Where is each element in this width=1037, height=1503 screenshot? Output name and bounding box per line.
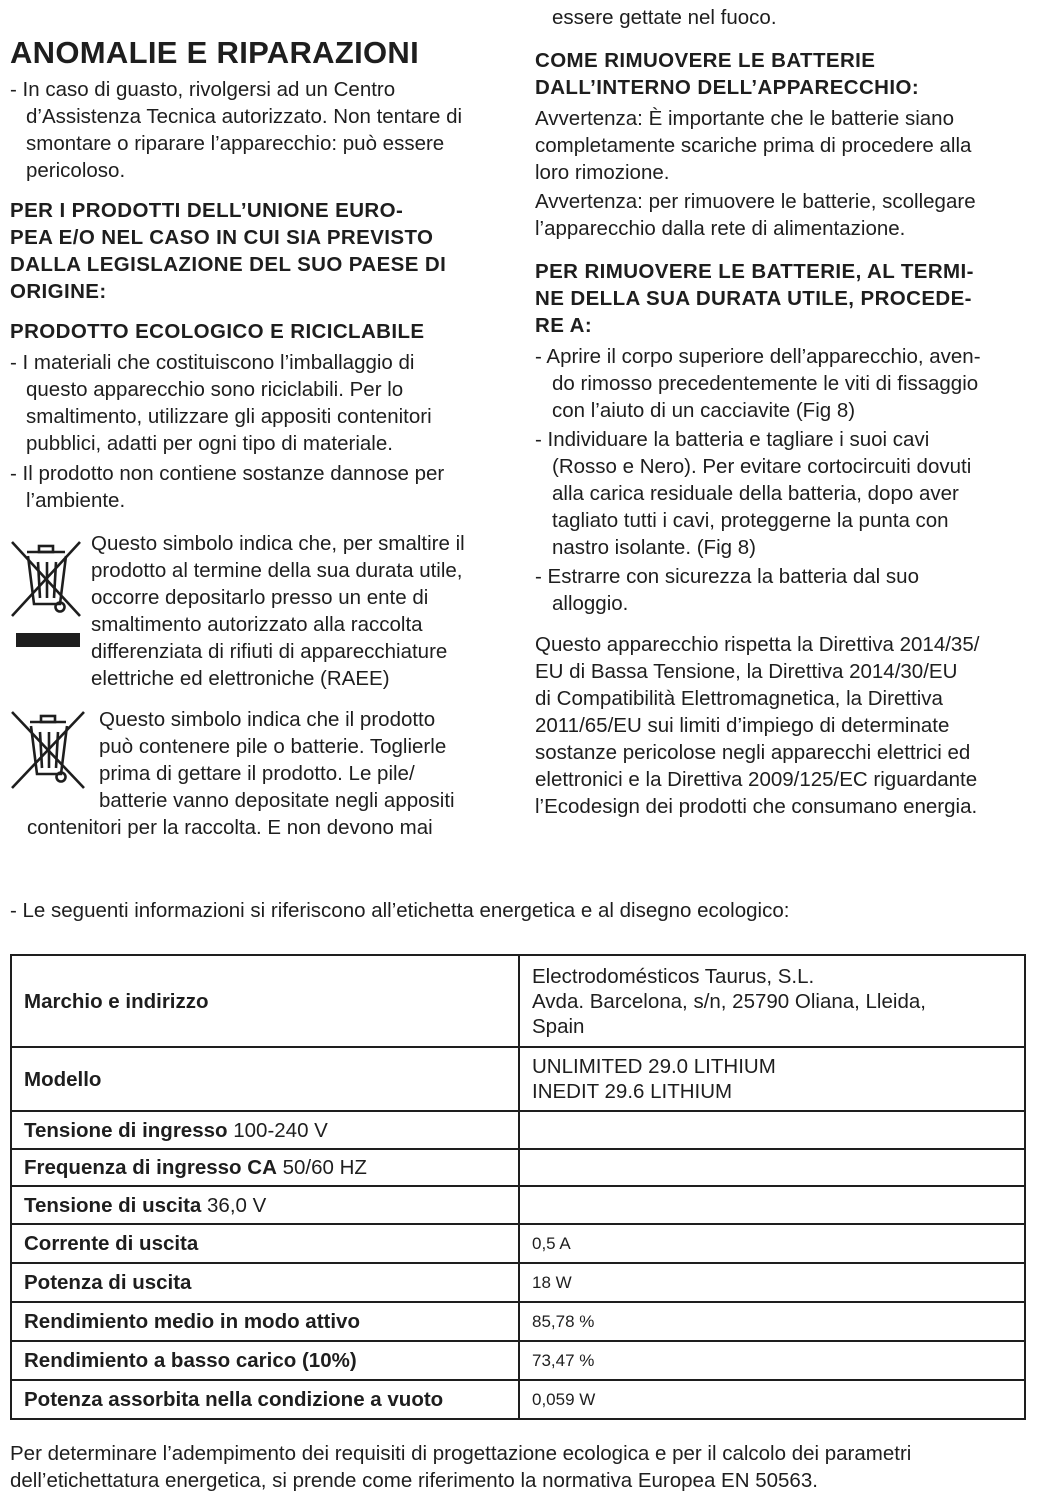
- text-line: Questo simbolo indica che, per smaltire il: [91, 532, 465, 555]
- step-extract-battery: [535, 563, 1030, 617]
- table-cell-value: 18 W: [519, 1263, 1025, 1302]
- text-line: - Aprire il corpo superiore dell’apparecchio, aven-: [535, 345, 981, 368]
- label-text: Tensione di uscita: [24, 1193, 202, 1217]
- value-text: 50/60 HZ: [282, 1156, 367, 1179]
- text-line: Questo simbolo indica che il prodotto: [99, 708, 436, 731]
- text-line: smaltimento, utilizzare gli appositi contenitori: [26, 405, 432, 428]
- text-line: sostanze pericolose negli apparecchi elettrici ed: [535, 741, 971, 764]
- label-text: Tensione di ingresso: [24, 1118, 228, 1142]
- text-line: di Compatibilità Elettromagnetica, la Direttiva: [535, 687, 943, 710]
- text-line: do rimosso precedentemente le viti di fissaggio: [552, 372, 979, 395]
- table-cell-value: [519, 955, 1025, 1047]
- text-line: Electrodomésticos Taurus, S.L.: [532, 964, 815, 988]
- text-line: - Estrarre con sicurezza la batteria dal suo: [535, 565, 919, 588]
- text-line: RE A:: [535, 314, 593, 337]
- text-line: NE DELLA SUA DURATA UTILE, PROCEDE-: [535, 287, 972, 310]
- table-cell-value: [519, 1047, 1025, 1111]
- text-line: DALLA LEGISLAZIONE DEL SUO PAESE DI: [10, 253, 447, 276]
- text-line: Avda. Barcelona, s/n, 25790 Oliana, Lleida,: [532, 989, 926, 1013]
- table-row: [11, 1111, 1025, 1149]
- text-line: questo apparecchio sono riciclabili. Per lo: [26, 378, 404, 401]
- table-cell-value: 0,059 W: [519, 1380, 1025, 1419]
- step-cut-cables: [535, 426, 1030, 561]
- text-line: - In caso di guasto, rivolgersi ad un Centro: [10, 78, 396, 101]
- text-line: INEDIT 29.6 LITHIUM: [532, 1080, 733, 1103]
- text-line: Avvertenza: per rimuovere le batterie, scollegare: [535, 190, 976, 213]
- table-cell-value: 85,78 %: [519, 1302, 1025, 1341]
- eco-heading: PRODOTTO ECOLOGICO E RICICLABILE: [10, 320, 425, 343]
- text-line: dell’etichettatura energetica, si prende come riferimento la normativa Europea EN 50563.: [10, 1469, 818, 1492]
- text-line: - Individuare la batteria e tagliare i suoi cavi: [535, 428, 930, 451]
- table-row: [11, 955, 1025, 1047]
- remove-batteries-heading: [535, 47, 1030, 101]
- text-line: l’Ecodesign dei prodotti che consumano energia.: [535, 795, 978, 818]
- table-cell-label: [11, 1186, 519, 1224]
- repair-paragraph: [10, 76, 510, 184]
- table-row: [11, 1380, 1025, 1419]
- table-cell-label: Rendimiento a basso carico (10%): [11, 1341, 519, 1380]
- warning-discharged: [535, 105, 1030, 186]
- table-row: [11, 1302, 1025, 1341]
- directive-paragraph: [535, 631, 1030, 820]
- table-row: [11, 1186, 1025, 1224]
- text-line: prodotto al termine della sua durata utile,: [91, 559, 463, 582]
- text-line: elettronici e la Direttiva 2009/125/EC riguardante: [535, 768, 978, 791]
- step-open-housing: [535, 343, 1030, 424]
- text-line: PEA E/O NEL CASO IN CUI SIA PREVISTO: [10, 226, 434, 249]
- text-line: pericoloso.: [26, 159, 126, 182]
- text-line: tagliato tutti i cavi, proteggerne la punta con: [552, 509, 949, 532]
- text-line: nastro isolante. (Fig 8): [552, 536, 756, 559]
- text-line: - I materiali che costituiscono l’imballaggio di: [10, 351, 415, 374]
- text-line: smaltimento autorizzato alla raccolta: [91, 613, 423, 636]
- text-line: batterie vanno depositate negli appositi: [99, 789, 455, 812]
- text-line: ORIGINE:: [10, 280, 107, 303]
- eu-heading: [10, 197, 510, 305]
- eco-item-packaging: [10, 349, 510, 457]
- weee-crossed-bin-icon: [10, 538, 82, 654]
- table-cell-value: 73,47 %: [519, 1341, 1025, 1380]
- text-line: può contenere pile o batterie. Toglierle: [99, 735, 447, 758]
- table-cell-label: Modello: [11, 1047, 519, 1111]
- value-text: 100-240 V: [233, 1118, 328, 1142]
- table-cell-value: [519, 1111, 1025, 1149]
- table-cell-value: 0,5 A: [519, 1224, 1025, 1263]
- text-line: Avvertenza: È importante che le batterie siano: [535, 107, 954, 130]
- battery-description-tail: contenitori per la raccolta. E non devono mai: [27, 816, 433, 839]
- table-cell-label: Potenza di uscita: [11, 1263, 519, 1302]
- text-line: loro rimozione.: [535, 161, 670, 184]
- text-line: - Il prodotto non contiene sostanze dannose per: [10, 462, 445, 485]
- text-line: occorre depositarlo presso un ente di: [91, 586, 429, 609]
- warning-unplug: [535, 188, 1030, 242]
- table-cell-value: [519, 1149, 1025, 1186]
- table-row: [11, 1149, 1025, 1186]
- text-line: prima di gettare il prodotto. Le pile/: [99, 762, 415, 785]
- text-line: differenziata di rifiuti di apparecchiature: [91, 640, 448, 663]
- label-text: Frequenza di ingresso CA: [24, 1156, 277, 1179]
- end-of-life-heading: [535, 258, 1030, 339]
- text-line: DALL’INTERNO DELL’APPARECCHIO:: [535, 76, 920, 99]
- footer-note: [10, 1440, 1030, 1494]
- value-text: 36,0 V: [207, 1193, 267, 1217]
- table-cell-label: [11, 1111, 519, 1149]
- text-line: PER I PRODOTTI DELL’UNIONE EURO-: [10, 199, 404, 222]
- text-line: Per determinare l’adempimento dei requisiti di progettazione ecologica e per il calcolo dei parametri: [10, 1442, 912, 1465]
- text-line: l’apparecchio dalla rete di alimentazione.: [535, 217, 906, 240]
- energy-label-intro: - Le seguenti informazioni si riferiscono all’etichetta energetica e al disegno ecologico:: [10, 899, 790, 922]
- battery-continuation: essere gettate nel fuoco.: [552, 6, 777, 29]
- text-line: Questo apparecchio rispetta la Direttiva 2014/35/: [535, 633, 980, 656]
- table-row: [11, 1224, 1025, 1263]
- table-cell-label: Potenza assorbita nella condizione a vuoto: [11, 1380, 519, 1419]
- table-row: [11, 1047, 1025, 1111]
- text-line: COME RIMUOVERE LE BATTERIE: [535, 49, 876, 72]
- energy-spec-table: [10, 954, 1026, 1420]
- text-line: d’Assistenza Tecnica autorizzato. Non tentare di: [26, 105, 463, 128]
- table-row: [11, 1263, 1025, 1302]
- text-line: alloggio.: [552, 592, 629, 615]
- weee-description: [91, 530, 511, 692]
- eco-item-substances: [10, 460, 510, 514]
- section-title-repairs: ANOMALIE E RIPARAZIONI: [10, 35, 420, 70]
- text-line: UNLIMITED 29.0 LITHIUM: [532, 1055, 776, 1078]
- text-line: pubblici, adatti per ogni tipo di materiale.: [26, 432, 393, 455]
- table-cell-label: Marchio e indirizzo: [11, 955, 519, 1047]
- text-line: smontare o riparare l’apparecchio: può essere: [26, 132, 445, 155]
- table-row: [11, 1341, 1025, 1380]
- text-line: (Rosso e Nero). Per evitare cortocircuiti dovuti: [552, 455, 972, 478]
- battery-description: [99, 706, 514, 814]
- table-cell-label: Corrente di uscita: [11, 1224, 519, 1263]
- text-line: completamente scariche prima di procedere alla: [535, 134, 972, 157]
- battery-crossed-bin-icon: [10, 708, 86, 790]
- text-line: 2011/65/EU sui limiti d’impiego di determinate: [535, 714, 950, 737]
- text-line: Spain: [532, 1014, 585, 1038]
- text-line: EU di Bassa Tensione, la Direttiva 2014/30/EU: [535, 660, 958, 683]
- table-cell-label: Rendimiento medio in modo attivo: [11, 1302, 519, 1341]
- text-line: PER RIMUOVERE LE BATTERIE, AL TERMI-: [535, 260, 974, 283]
- text-line: con l’aiuto di un cacciavite (Fig 8): [552, 399, 856, 422]
- table-cell-label: [11, 1149, 519, 1186]
- table-cell-value: [519, 1186, 1025, 1224]
- text-line: elettriche ed elettroniche (RAEE): [91, 667, 390, 690]
- text-line: l’ambiente.: [26, 489, 126, 512]
- text-line: alla carica residuale della batteria, dopo aver: [552, 482, 959, 505]
